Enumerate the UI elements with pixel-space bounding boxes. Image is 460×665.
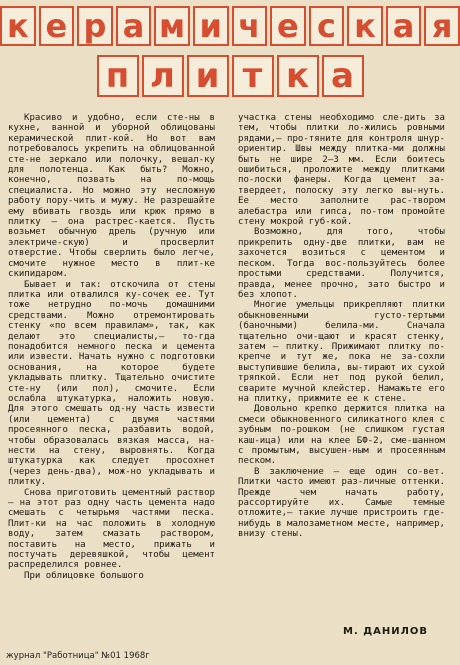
- article-paragraph: участка стены необходимо сле-дить за тем, чтобы плитки ло-жились ровными рядами,— про-тяните для контроля шнур-ориентир. Швы между плитка-ми должны быть не шире 2—3 мм. Если боитесь ошибиться, проложите между плитками по-лоски фанеры. Когда цемент за-твердеет, полоску эту легко вы-нуть. Ее место заполните рас-твором алебастра или гипса, по-том промойте стену мокрой губ-кой.: [238, 113, 445, 228]
- title-letter-tile: к: [0, 6, 36, 46]
- title-letter-tile: к: [347, 6, 383, 46]
- article-paragraph: Снова приготовить цементный раствор — на этот раз одну часть цемента надо смешать с четырьмя частями песка. Плит-ки на час положить в холодную воду, затем смазать раствором, поставить на место, прижать и постучать деревяшкой, чтобы цемент распределился ровнее.: [8, 487, 215, 571]
- source-caption: журнал "Работница" №01 1968г: [6, 651, 150, 661]
- title-letter-tile: а: [116, 6, 152, 46]
- article-column-right: [238, 113, 445, 540]
- article-paragraph: Бывает и так: отскочила от стены плитка или отвалился ку-сочек ее. Тут тоже нетрудно по-мочь домашними средствами. Можно отремонтировать стенку «по всем правилам», так, как делают это специалисты,— то-гда понадобится немного песка и цемента или извести. Начать нужно с подготовки основания, на которое будете укладывать плитку. Тщательно очистите сте-ну (или пол), смочите. Если ослабла штукатурка, наложить новую. Для этого смешать од-ну часть извести (или цемента) с двумя частями просеянного песка, разбавить водой, чтобы образовалась вязкая масса, на-нести на стену, выровнять. Когда штукатурка как следует просохнет (через день-два), мож-но укладывать и плитку.: [8, 279, 215, 488]
- title-letter-tile: т: [232, 55, 274, 97]
- title-letter-tile: л: [142, 55, 184, 97]
- article-column-left: [8, 113, 215, 581]
- title-letter-tile: е: [270, 6, 306, 46]
- article-paragraph: Многие умельцы прикрепляют плитки обыкновенными густо-тертыми (баночными) белила-ми. Сначала тщательно очи-щают и красят стенку, затем — плитку. Прижимают плитку по-крепче и тут же, пока не за-сохли выступившие белила, вы-тирают их сухой тряпкой. Если нет под рукой белил, сварите мучной клейстер. Намажьте его на плитку, прижмите ее к стене.: [238, 300, 445, 404]
- title-letter-tile: и: [193, 6, 229, 46]
- article-paragraph: В заключение — еще один со-вет. Плитки часто имеют раз-личные оттенки. Прежде чем начать работу, рассортируйте их. Самые темные отложите,— такие лучше пристроить где-нибудь в малозаметном месте, например, внизу стены.: [238, 466, 445, 540]
- article-paragraph: Возможно, для того, чтобы прикрепить одну-две плитки, вам не захочется возиться с цементом и песком. Тогда вос-пользуйтесь более простыми средствами. Получится, правда, менее прочно, зато быстро и без хлопот.: [238, 227, 445, 300]
- title-letter-tile: с: [309, 6, 345, 46]
- author-signature: М. ДАНИЛОВ: [343, 626, 429, 637]
- title-letter-tile: р: [77, 6, 113, 46]
- title-letter-tile: а: [322, 55, 364, 97]
- title-letter-tile: е: [39, 6, 75, 46]
- article-paragraph: Довольно крепко держится плитка на смеси обыкновенного силикатного клея с зубным по-рошком (не слишком густая каш-ица) или на клее БФ-2, сме-шанном с промытым, высушен-ным и просеянным песком.: [238, 404, 445, 467]
- title-line-2: [0, 55, 460, 97]
- title-letter-tile: м: [154, 6, 190, 46]
- article-paragraph: Красиво и удобно, если сте-ны в кухне, ванной и уборной облицованы керамической плит-кой. Но вот вам потребовалось укрепить на облицованной сте-не зеркало или полочку, вешал-ку для полотенца. Как быть? Можно, конечно, позвать на по-мощь специалиста. Но можно эту несложную работу пору-чить и мужу. Не разрешайте ему вбивать гвоздь или крюк прямо в плитку — она растрес-кается. Пусть возьмет обычную дрель (ручную или электриче-скую) и просверлит отверстие. Чтобы сверлить было легче, смочите нужное место в плит-ке скипидаром.: [8, 113, 215, 280]
- title-letter-tile: к: [277, 55, 319, 97]
- title-letter-tile: п: [97, 55, 139, 97]
- article-paragraph: При облицовке большого: [24, 570, 144, 581]
- title-line-1: [0, 6, 460, 46]
- title-letter-tile: я: [424, 6, 460, 46]
- title-letter-tile: ч: [232, 6, 268, 46]
- title-letter-tile: а: [386, 6, 422, 46]
- title-letter-tile: и: [187, 55, 229, 97]
